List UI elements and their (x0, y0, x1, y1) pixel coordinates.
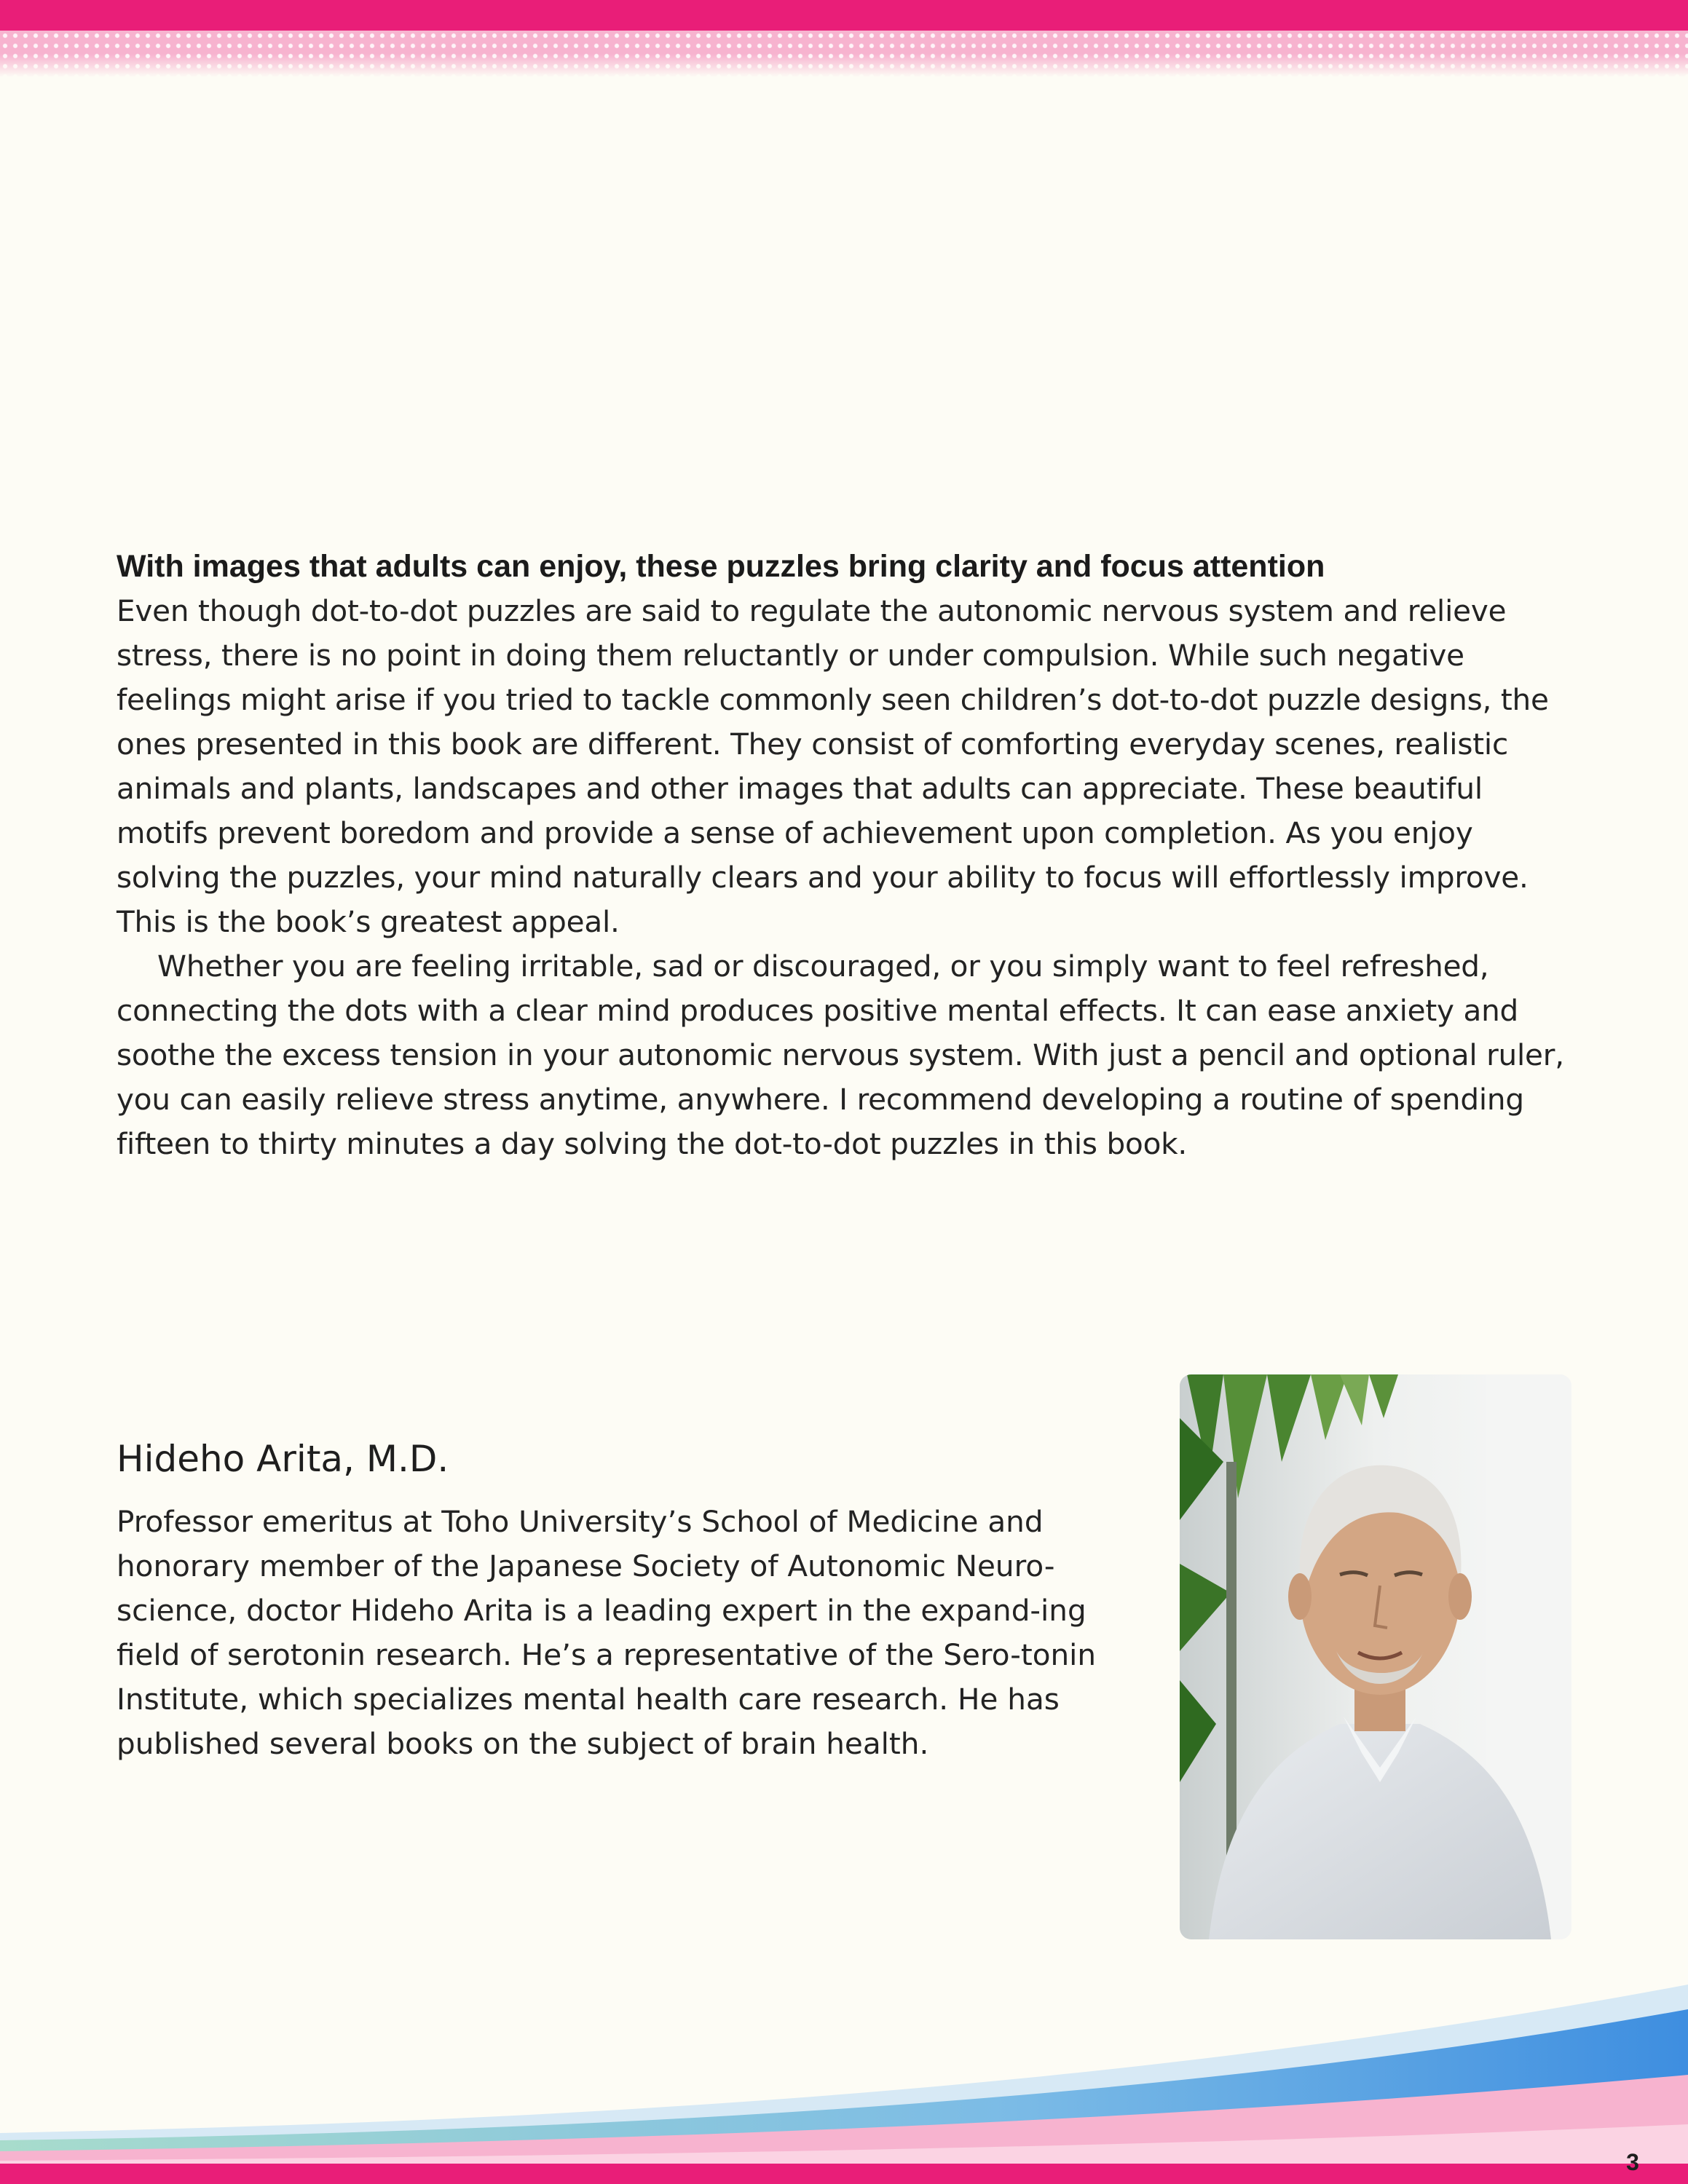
author-bio: Professor emeritus at Toho University’s School of Medicine and honorary member of the Japanese Society of Autonomic Neuro-science, doctor Hideho Arita is a leading expert in the expand-ing field of serotonin research. He’s a representative of the Sero-tonin Institute, which specializes mental health care research. He has published several books on the subject of brain health. (117, 1504, 1097, 1761)
page-number: 3 (1626, 2149, 1639, 2175)
author-portrait-illustration (1180, 1374, 1571, 1939)
article (117, 545, 1580, 1166)
top-pink-band (0, 0, 1688, 31)
article-paragraph-2: Whether you are feeling irritable, sad or discouraged, or you simply want to feel refreshed, connecting the dots with a clear mind produces positive mental effects. It can ease anxiety and soothe the excess tension in your autonomic nervous system. With just a pencil and optional ruler, you can easily relieve stress anytime, anywhere. I recommend developing a routine of spending fifteen to thirty minutes a day solving the dot-to-dot puzzles in this book. (117, 949, 1564, 1161)
top-dotted-band-fade (0, 54, 1688, 77)
bottom-wave-decoration (0, 1966, 1688, 2184)
author-name: Hideho Arita, M.D. (117, 1438, 449, 1480)
article-paragraph-1: Even though dot-to-dot puzzles are said to regulate the autonomic nervous system and relieve stress, there is no point in doing them reluctantly or under compulsion. While such negative feelings might arise if you tried to tackle commonly seen children’s dot-to-dot puzzle designs, the ones presented in this book are different. They consist of comforting everyday scenes, realistic animals and plants, landscapes and other images that adults can appreciate. These beautiful motifs prevent boredom and provide a sense of achievement upon completion. As you enjoy solving the puzzles, your mind naturally clears and your ability to focus will effortlessly improve. This is the book’s greatest appeal. (117, 593, 1549, 939)
article-heading: With images that adults can enjoy, these puzzles bring clarity and focus attention (117, 549, 1325, 584)
author-photo (1180, 1374, 1571, 1939)
